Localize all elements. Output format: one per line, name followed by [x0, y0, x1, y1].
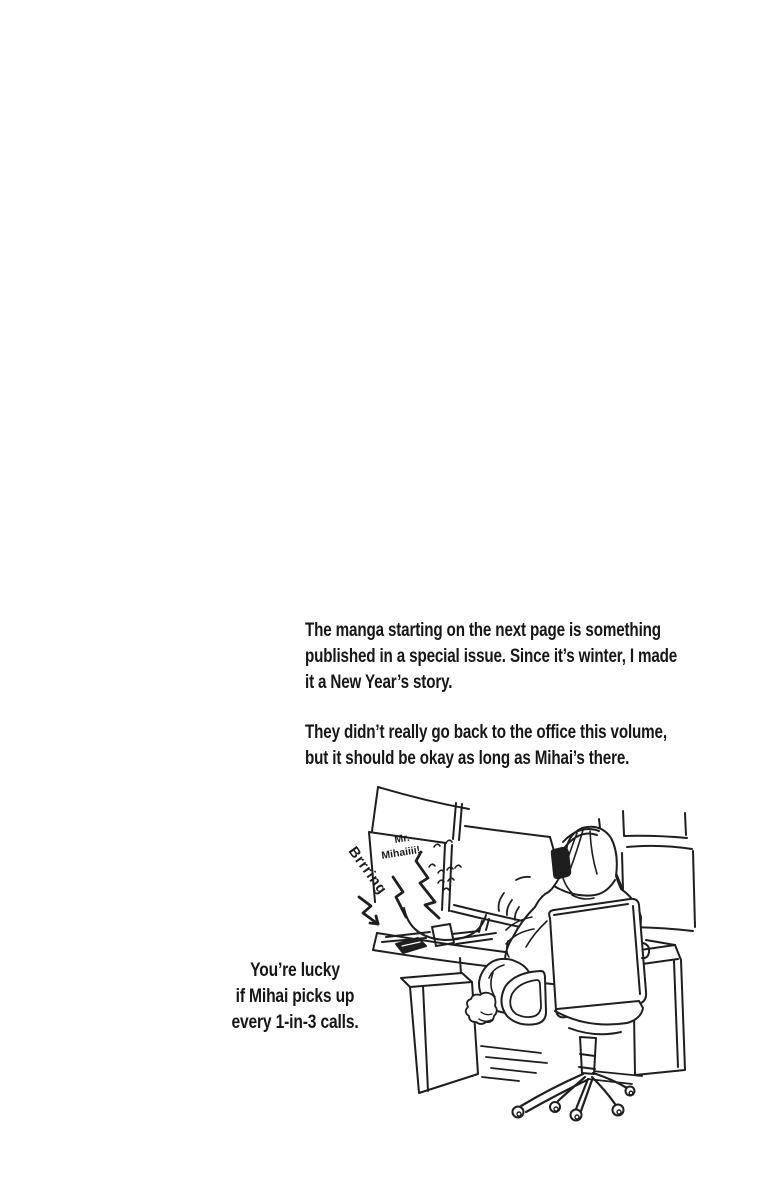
motion-lines	[499, 877, 530, 920]
caller-shout	[381, 832, 421, 862]
sfx-brrring-text: Brrring	[344, 843, 390, 898]
caption-line: if Mihai picks up	[235, 985, 355, 1007]
author-note-paragraph-2	[305, 719, 667, 771]
note-line: but it should be okay as long as Mihai’s there.	[305, 747, 630, 769]
caption-line: every 1-in-3 calls.	[231, 1011, 359, 1033]
note-line: published in a special issue. Since it’s winter, I made	[305, 645, 678, 667]
office-illustration	[333, 781, 701, 1149]
pc-tower	[401, 973, 478, 1093]
caller-shout-line1: Mr.	[393, 831, 411, 846]
note-line: They didn’t really go back to the office this volume,	[305, 721, 667, 743]
caption-line: You’re lucky	[250, 959, 340, 981]
author-note-paragraph-1	[305, 617, 677, 695]
note-line: The manga starting on the next page is something	[305, 619, 661, 641]
caller-shout-line2: Mihaiiii!	[380, 843, 422, 862]
vibration-bolts	[393, 852, 439, 918]
caster-wheels	[513, 1087, 635, 1121]
floor-lines	[481, 1046, 642, 1084]
note-line: it a New Year’s story.	[305, 671, 453, 693]
